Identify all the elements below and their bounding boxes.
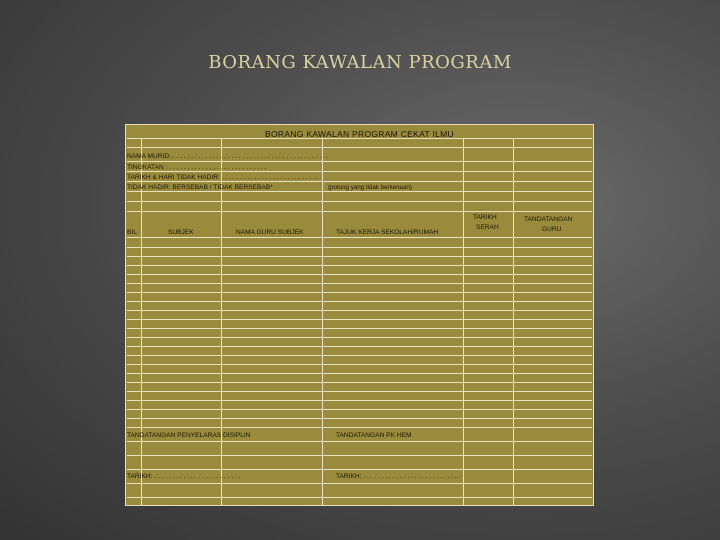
grid-row-line [127,400,592,401]
col-header-serah: SERAH [476,224,499,231]
grid-row-line [127,211,592,212]
grid-row-line [127,497,592,498]
slide-title: BORANG KAWALAN PROGRAM [208,52,512,73]
grid-row-line [127,328,592,329]
tidak-hadir-field: TIDAK HADIR: BERSEBAB / TIDAK BERSEBAB* [127,184,273,191]
grid-row-line [127,310,592,311]
grid-row-line [127,292,592,293]
col-header-nama-guru: NAMA GURU SUBJEK [236,229,304,236]
signature-penyelaras: TANDATANGAN PENYELARAS DISIPLIN [127,432,251,439]
grid-row-line [127,346,592,347]
tarikh-right: TARIKH: . . . . . . . . . . . . . . . . . . . . . . . . . . . [336,473,461,480]
grid-column-line [463,138,464,506]
grid-row-line [127,201,592,202]
grid-row-line [127,418,592,419]
nama-murid-field: NAMA MURID: . . . . . . . . . . . . . . . . . . . . . . . . . . . . . . . . . . . . . . . . . . . [127,153,329,160]
grid-row-line [127,355,592,356]
grid-column-line [221,138,222,506]
grid-row-line [127,391,592,392]
control-form [125,124,594,506]
col-header-tajuk: TAJUK KERJA SEKOLAH/RUMAH [336,229,439,236]
col-header-tarikh: TARIKH [473,214,497,221]
grid-row-line [127,455,592,456]
col-header-guru: GURU [542,226,562,233]
grid-row-line [127,247,592,248]
grid-row-line [127,441,592,442]
col-header-bil: BIL [127,229,137,236]
tarikh-left: TARIKH: . . . . . . . . . . . . . . . . . . . . . . . . [127,473,241,480]
col-header-subjek: SUBJEK [168,229,194,236]
grid-row-line [127,283,592,284]
grid-row-line [127,256,592,257]
grid-row-line [127,409,592,410]
grid-row-line [127,483,592,484]
grid-row-line [127,427,592,428]
grid-row-line [127,301,592,302]
grid-column-line [322,138,323,506]
form-title: BORANG KAWALAN PROGRAM CEKAT ILMU [265,129,454,139]
grid-column-line [141,138,142,506]
grid-row-line [127,319,592,320]
grid-row-line [127,191,592,192]
grid-row-line [127,364,592,365]
signature-pk-hem: TANDATANGAN PK HEM [336,432,412,439]
tarikh-hari-field: TARIKH & HARI TIDAK HADIR: . . . . . . . . . . . . . . . . . . . . . . . . . . . [127,174,319,181]
grid-row-line [127,337,592,338]
grid-column-line [593,138,594,506]
grid-row-line [127,274,592,275]
grid-row-line [127,237,592,238]
grid-row-line [127,382,592,383]
grid-row-line [127,265,592,266]
grid-row-line [127,469,592,470]
tingkatan-field: TINGKATAN : . . . . . . . . . . . . . . . . . . . . . . . . . . . [127,164,267,171]
strike-note: (potong yang tidak berkenaan) [328,184,412,191]
grid-column-line [513,138,514,506]
grid-row-line [127,181,592,182]
grid-row-line [127,147,592,148]
col-header-tandatangan: TANDATANGAN [524,216,573,223]
grid-row-line [127,171,592,172]
grid-row-line [127,161,592,162]
grid-row-line [127,373,592,374]
